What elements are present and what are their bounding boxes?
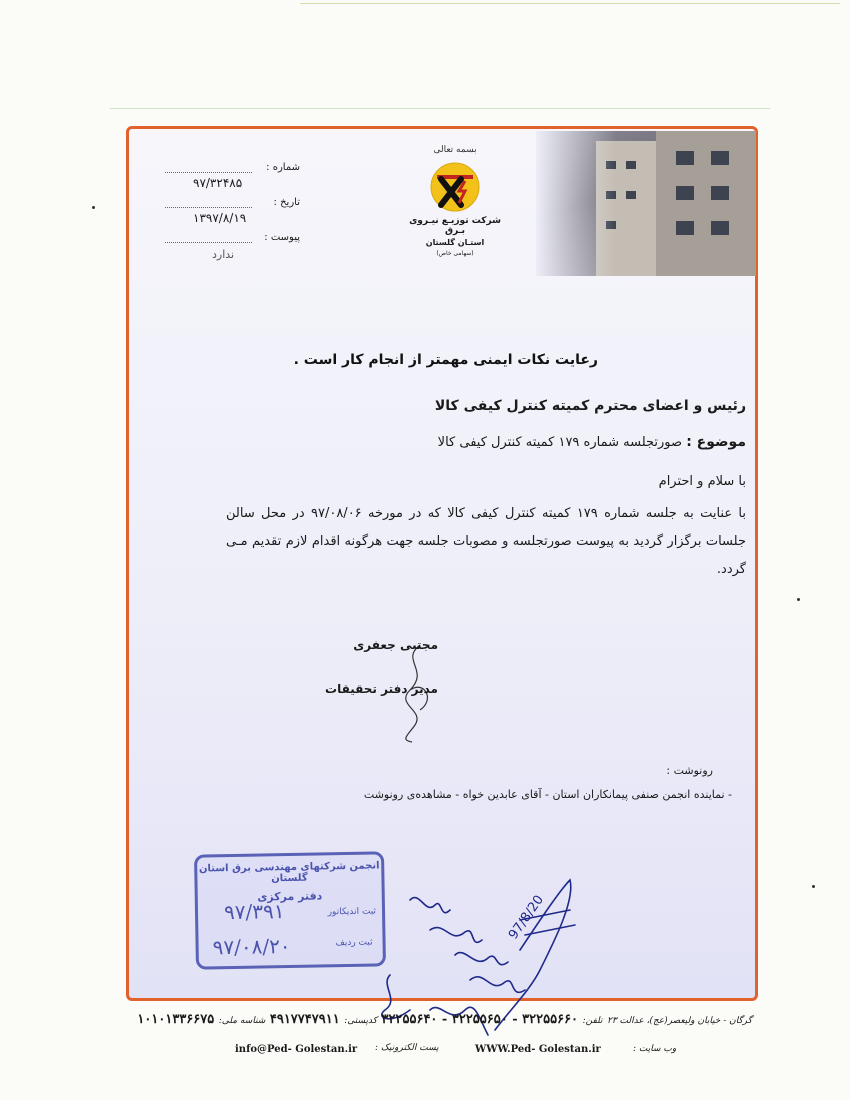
signer-title: مدیر دفتر تحقیقات — [325, 682, 438, 696]
meta-date-row — [165, 197, 300, 232]
subject-line — [438, 434, 746, 450]
meta-number-label: شماره : — [266, 162, 300, 173]
footer-postal-label: کدپستی: — [344, 1016, 378, 1026]
company-name-line2: استـان گلستان — [425, 238, 485, 247]
stamp-row-value: ۹۷/۰۸/۲۰ — [212, 933, 291, 960]
scan-speck — [92, 206, 95, 209]
svg-text:97/8/20: 97/8/20 — [505, 892, 548, 943]
footer-national-id: ۱۰۱۰۱۳۳۶۶۷۵ — [137, 1012, 215, 1027]
stamp-reg-value: ۹۷/۳۹۱ — [223, 899, 285, 925]
cc-recipients: - نماینده انجمن صنفی پیمانکاران استان - آقای عابدین خواه - مشاهده‌ی رونوشت — [363, 788, 732, 801]
meta-attachment-label: پیوست : — [264, 232, 300, 243]
footer-email-label: پست الکترونیک : — [375, 1043, 439, 1053]
registration-stamp — [194, 851, 386, 969]
footer-postal-code: ۴۹۱۷۷۴۷۹۱۱ — [269, 1012, 340, 1027]
scan-speck — [812, 885, 815, 888]
meta-number-row — [165, 162, 300, 197]
stamp-reg-label: ثبت اندیکاتور — [327, 906, 377, 918]
letter-body: با عنایت به جلسه شماره ۱۷۹ کمیته کنترل کیفی کالا که در مورخه ۹۷/۰۸/۰۶ در محل سالن جلسات برگزار گردید به پیوست صورتجلسه و مصوبات جلسه جهت هرگونه اقدام لازم تقدیم مـی گردد. — [226, 506, 747, 577]
footer-contact-line — [137, 1012, 752, 1027]
company-name-line1: شرکت توزیـع نیـروی بـرق — [409, 216, 501, 236]
stamp-row-label: ثبت ردیف — [335, 937, 373, 949]
handwritten-annotation-icon — [370, 860, 600, 1060]
meta-date-label: تاریخ : — [273, 197, 300, 208]
company-logo-icon — [429, 161, 481, 213]
cc-label: رونوشت : — [666, 764, 713, 777]
signer-name: مجتبی جعفری — [353, 638, 438, 652]
footer-website-label: وب سایت : — [633, 1044, 677, 1054]
safety-notice: رعایت نکات ایمنی مهمتر از انجام کار است . — [293, 352, 598, 368]
subject-text: صورتجلسه شماره ۱۷۹ کمیته کنترل کیفی کالا — [437, 435, 683, 450]
footer-address: گرگان - خیابان ولیعصر(عج)، عدالت ۲۳ — [607, 1016, 752, 1026]
footer-phone-label: تلفن: — [582, 1016, 603, 1026]
stamp-office: دفتر مرکزی — [257, 889, 323, 904]
scan-speck — [797, 598, 800, 601]
company-logo-block — [400, 145, 510, 257]
greeting: با سلام و احترام — [658, 474, 746, 489]
footer-email[interactable]: info@Ped- Golestan.ir — [235, 1044, 358, 1055]
scan-artifact-line — [110, 108, 770, 109]
meta-date-value: ۱۳۹۷/۸/۱۹ — [193, 211, 247, 225]
stamp-org-name: انجمن شرکتهای مهندسی برق استان گلستان — [198, 860, 380, 885]
subject-label: موضوع : — [686, 434, 746, 450]
footer-website[interactable]: WWW.Ped- Golestan.ir — [475, 1044, 601, 1055]
footer-phones: ۳۲۲۵۵۶۶۰ - ۳۲۲۵۵۶۵۰ - ۳۲۲۵۵۶۴۰ — [381, 1012, 579, 1027]
recipient-line: رئیس و اعضای محترم کمیته کنترل کیفی کالا — [434, 398, 746, 414]
header-building-photo — [536, 131, 756, 276]
meta-number-value: ۹۷/۳۲۴۸۵ — [193, 176, 243, 190]
footer-national-label: شناسه ملی: — [218, 1016, 266, 1026]
meta-attachment-value: ندارد — [212, 248, 235, 261]
scan-artifact-line — [300, 3, 840, 4]
company-type: (سهامی خاص) — [436, 250, 474, 257]
bismillah-text: بسمه تعالی — [433, 145, 477, 155]
